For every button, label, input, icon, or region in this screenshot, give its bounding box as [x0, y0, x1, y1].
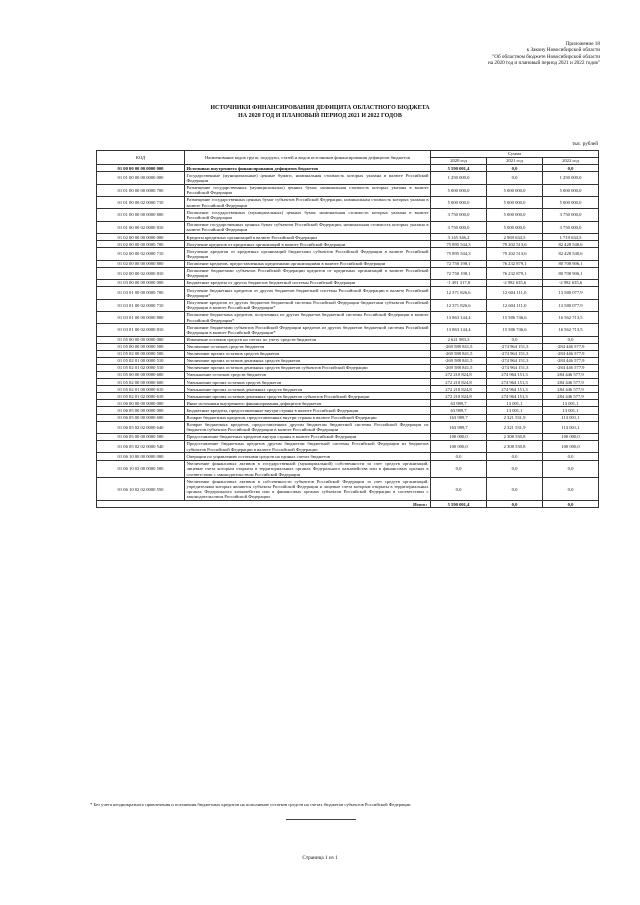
total-row — [97, 501, 599, 508]
row-code: 01 06 00 00 00 0000 000 — [97, 400, 185, 407]
row-value-2020: 13 863 144,4 — [431, 324, 487, 336]
page-number: Страница 1 из 1 — [302, 855, 338, 861]
table-row — [97, 336, 599, 343]
row-value-2020: 3 750 000,0 — [431, 221, 487, 233]
row-value-2020: -269 588 841,5 — [431, 364, 487, 371]
row-value-2020: 272 210 824,8 — [431, 393, 487, 400]
row-value-2020: 5 590 001,4 — [431, 165, 487, 172]
row-value-2020: 100 000,0 — [431, 441, 487, 453]
title-line-1: ИСТОЧНИКИ ФИНАНСИРОВАНИЯ ДЕФИЦИТА ОБЛАСТНОГО БЮДЖЕТА — [210, 105, 430, 111]
row-value-2022: 284 446 577,9 — [543, 393, 599, 400]
row-value-2020: 12 371 826,6 — [431, 299, 487, 311]
total-label: Итого: — [97, 501, 431, 508]
table-row — [97, 184, 599, 196]
row-value-2021: 76 232 879,1 — [487, 267, 543, 279]
table-row — [97, 287, 599, 299]
row-name: Увеличение прочих остатков средств бюджетов — [185, 350, 431, 357]
row-value-2022: -284 446 577,9 — [543, 364, 599, 371]
row-name: Кредиты кредитных организаций в валюте Российской Федерации — [185, 234, 431, 241]
row-value-2021: -2 982 635,6 — [487, 280, 543, 287]
row-value-2020: 163 989,7 — [431, 414, 487, 421]
row-value-2020: 63 989,7 — [431, 407, 487, 414]
row-value-2021: 12 604 111,0 — [487, 287, 543, 299]
row-value-2021: 2 308 530,8 — [487, 441, 543, 453]
row-value-2022: 100 000,0 — [543, 441, 599, 453]
row-value-2020: 75 895 544,3 — [431, 248, 487, 260]
row-code: 01 05 00 00 00 0000 000 — [97, 336, 185, 343]
row-name: Увеличение прочих остатков денежных средств бюджетов субъектов Российской Федерации — [185, 364, 431, 371]
table-row — [97, 393, 599, 400]
row-value-2022: 284 446 577,9 — [543, 379, 599, 386]
header-year-2020: 2020 год — [431, 158, 487, 165]
row-name: Уменьшение прочих остатков денежных средств бюджетов — [185, 386, 431, 393]
table-row — [97, 248, 599, 260]
row-value-2022: -284 446 577,9 — [543, 350, 599, 357]
row-value-2020: 0,0 — [431, 460, 487, 478]
row-value-2020: 2 621 983,3 — [431, 336, 487, 343]
table-row — [97, 414, 599, 421]
row-code: 01 03 01 00 00 0000 800 — [97, 311, 185, 323]
header-code: КОД — [97, 151, 185, 165]
table-row — [97, 386, 599, 393]
row-value-2021: 274 964 151,3 — [487, 372, 543, 379]
appendix-line: "Об областном бюджете Новосибирской области — [492, 53, 600, 60]
table-row — [97, 209, 599, 221]
row-value-2022: 16 562 713,5 — [543, 324, 599, 336]
table-row — [97, 433, 599, 440]
row-value-2020: 72 750 198,1 — [431, 260, 487, 267]
row-value-2022: 3 750 000,0 — [543, 221, 599, 233]
row-code: 01 06 10 02 00 0000 500 — [97, 460, 185, 478]
table-row — [97, 221, 599, 233]
row-value-2020: 63 989,7 — [431, 400, 487, 407]
row-value-2021: 0,0 — [487, 336, 543, 343]
table-row — [97, 478, 599, 501]
row-code: 01 03 01 00 02 0000 810 — [97, 324, 185, 336]
row-code: 01 05 02 00 00 0000 600 — [97, 379, 185, 386]
row-value-2021: 274 964 151,3 — [487, 386, 543, 393]
row-value-2020: 13 863 144,4 — [431, 311, 487, 323]
row-value-2022: 80 708 906,1 — [543, 267, 599, 279]
row-code: 01 03 00 00 00 0000 000 — [97, 280, 185, 287]
row-value-2022: 13 580 077,9 — [543, 299, 599, 311]
row-value-2020: 72 750 198,1 — [431, 267, 487, 279]
row-name: Получение кредитов от кредитных организаций в валюте Российской Федерации — [185, 241, 431, 248]
row-value-2020: 3 750 000,0 — [431, 209, 487, 221]
header-year-2022: 2022 год — [543, 158, 599, 165]
row-value-2022: 3 750 000,0 — [543, 209, 599, 221]
table-row — [97, 357, 599, 364]
table-body — [97, 165, 599, 501]
row-code: 01 02 00 00 00 0000 000 — [97, 234, 185, 241]
row-value-2020: 12 371 826,6 — [431, 287, 487, 299]
total-2022: 0,0 — [543, 501, 599, 508]
row-name: Бюджетные кредиты от других бюджетов бюджетной системы Российской Федерации — [185, 280, 431, 287]
row-value-2021: 79 202 513,6 — [487, 241, 543, 248]
row-value-2021: 274 964 151,3 — [487, 379, 543, 386]
row-value-2022: -2 982 635,6 — [543, 280, 599, 287]
row-value-2022: 0,0 — [543, 478, 599, 501]
appendix-line: Приложение 18 — [565, 41, 600, 47]
table-row — [97, 460, 599, 478]
row-code: 01 06 05 02 02 0000 540 — [97, 441, 185, 453]
row-name: Погашение бюджетами субъектов Российской Федерации кредитов от кредитных организаций в валюте Российской Федерации — [186, 268, 429, 279]
total-2020: 5 590 001,4 — [431, 501, 487, 508]
financing-sources-table — [96, 150, 599, 508]
table-row — [97, 241, 599, 248]
row-name: Получение кредитов от кредитных организаций бюджетами субъектов Российской Федерации в валюте Российской Федерации — [186, 248, 429, 259]
row-name: Получение бюджетных кредитов от других бюджетов бюджетной системы Российской Федерации в валюте Российской Федерации* — [186, 287, 429, 298]
row-value-2021: 274 964 151,3 — [487, 393, 543, 400]
row-value-2021: 5 000 000,0 — [487, 221, 543, 233]
row-code: 01 06 10 02 02 0000 550 — [97, 478, 185, 501]
row-name: Уменьшение прочих остатков денежных средств бюджетов субъектов Российской Федерации — [185, 393, 431, 400]
table-row — [97, 379, 599, 386]
table-row — [97, 260, 599, 267]
row-name: Бюджетные кредиты, предоставленные внутри страны в валюте Российской Федерации — [185, 407, 431, 414]
row-value-2021: 12 604 111,0 — [487, 299, 543, 311]
row-value-2020: 100 000,0 — [431, 433, 487, 440]
row-value-2020: -1 491 317,8 — [431, 280, 487, 287]
row-value-2021: -274 964 151,3 — [487, 357, 543, 364]
row-value-2021: 2 308 530,8 — [487, 433, 543, 440]
row-code: 01 06 05 00 00 0000 500 — [97, 433, 185, 440]
row-value-2020: -269 588 841,5 — [431, 357, 487, 364]
appendix-line: к Закону Новосибирской области — [526, 47, 600, 54]
row-code: 01 06 10 00 00 0000 000 — [97, 453, 185, 460]
row-value-2022: 1 719 634,5 — [543, 234, 599, 241]
table-row — [97, 196, 599, 208]
row-code: 01 02 00 00 02 0000 710 — [97, 248, 185, 260]
row-value-2022: 5 000 000,0 — [543, 184, 599, 196]
row-value-2021: 13 001,1 — [487, 407, 543, 414]
row-value-2021: 5 000 000,0 — [487, 209, 543, 221]
row-name: Погашение бюджетных кредитов, полученных из других бюджетов бюджетной системы Российской Федерации в валюте Российской Федерации* — [186, 312, 429, 323]
row-name: Иные источники внутреннего финансирования дефицитов бюджетов — [185, 400, 431, 407]
row-name: Изменение остатков средств на счетах по учету средств бюджетов — [185, 336, 431, 343]
table-row — [97, 364, 599, 371]
appendix-line: на 2020 год и плановый период 2021 и 2022 годов" — [487, 59, 600, 66]
row-value-2021: 76 232 879,1 — [487, 260, 543, 267]
row-value-2021: 79 202 513,6 — [487, 248, 543, 260]
row-value-2020: 3 145 346,2 — [431, 234, 487, 241]
row-code: 01 01 00 00 00 0000 000 — [97, 172, 185, 184]
table-row — [97, 165, 599, 172]
row-value-2020: 0,0 — [431, 478, 487, 501]
row-name: Получение кредитов от других бюджетов бюджетной системы Российской Федерации бюджетами субъектов Российской Федерации в валюте Российской Федерации* — [186, 299, 429, 311]
row-name: Предоставление бюджетных кредитов другим бюджетам бюджетной системы Российской Федерации из бюджетов субъектов Российской Федерации в валюте Российской Федерации — [186, 441, 429, 452]
row-value-2021: 15 586 746,6 — [487, 311, 543, 323]
row-value-2021: 0,0 — [487, 172, 543, 184]
row-code: 01 02 00 00 00 0000 800 — [97, 260, 185, 267]
table-row — [97, 280, 599, 287]
row-value-2020: 272 210 824,8 — [431, 372, 487, 379]
row-name: Предоставление бюджетных кредитов внутри страны в валюте Российской Федерации — [185, 433, 431, 440]
row-name: Погашение государственных ценных бумаг субъектов Российской Федерации, номинальная стоимость которых указана в валюте Российской Федерации — [186, 222, 429, 233]
row-value-2022: 5 000 000,0 — [543, 196, 599, 208]
row-value-2020: 75 895 544,3 — [431, 241, 487, 248]
row-code: 01 03 01 00 02 0000 710 — [97, 299, 185, 311]
row-code: 01 05 02 00 00 0000 500 — [97, 350, 185, 357]
row-value-2020: -269 588 841,5 — [431, 343, 487, 350]
row-value-2022: 0,0 — [543, 165, 599, 172]
table-row — [97, 421, 599, 433]
row-value-2022: 82 428 540,6 — [543, 248, 599, 260]
row-name: Погашение кредитов, предоставленных кредитными организациями в валюте Российской Федерации — [185, 260, 431, 267]
row-name: Возврат бюджетных кредитов, предоставленных другим бюджетам бюджетной системы Российской Федерации из бюджетов субъектов Российской Федерации в валюте Российской Федерации — [186, 422, 429, 433]
footnote: * Без учета неоднократного привлечения и погашения бюджетных кредитов на пополнение остатков средств на счетах бюджетов субъектов Российской Федерации — [90, 802, 411, 807]
row-name: Государственные (муниципальные) ценные бумаги, номинальная стоимость которых указана в валюте Российской Федерации — [186, 172, 429, 183]
header-year-2021: 2021 год — [487, 158, 543, 165]
row-value-2022: 113 001,1 — [543, 414, 599, 421]
row-value-2022: 16 562 713,5 — [543, 311, 599, 323]
row-value-2021: 2 321 531,9 — [487, 414, 543, 421]
row-value-2020: 163 989,7 — [431, 421, 487, 433]
row-value-2021: 0,0 — [487, 453, 543, 460]
row-code: 01 06 05 00 00 0000 600 — [97, 414, 185, 421]
row-code: 01 02 00 00 00 0000 700 — [97, 241, 185, 248]
row-value-2022: 284 446 577,9 — [543, 372, 599, 379]
row-value-2021: 15 586 746,6 — [487, 324, 543, 336]
row-name: Размещение государственных ценных бумаг субъектов Российской Федерации, номинальная стоимость которых указана в валюте Российской Федерации — [186, 197, 429, 208]
row-code: 01 03 01 00 00 0000 700 — [97, 287, 185, 299]
row-value-2022: 284 446 577,9 — [543, 386, 599, 393]
row-value-2021: -274 964 151,3 — [487, 350, 543, 357]
document-title — [0, 104, 640, 121]
row-name: Погашение бюджетами субъектов Российской Федерации кредитов из других бюджетов бюджетной системы Российской Федерации в валюте Российской Федерации* — [186, 324, 429, 335]
row-value-2022: -284 446 577,9 — [543, 343, 599, 350]
row-name: Уменьшение прочих остатков средств бюджетов — [185, 379, 431, 386]
table-row — [97, 267, 599, 279]
row-code: 01 05 02 01 02 0000 610 — [97, 393, 185, 400]
table-row — [97, 400, 599, 407]
row-value-2021: 0,0 — [487, 460, 543, 478]
row-value-2021: 13 001,1 — [487, 400, 543, 407]
row-value-2020: 0,0 — [431, 453, 487, 460]
row-value-2022: 82 428 540,6 — [543, 241, 599, 248]
row-code: 01 01 00 00 00 0000 700 — [97, 184, 185, 196]
row-code: 01 01 00 00 02 0000 710 — [97, 196, 185, 208]
row-value-2021: 2 321 531,9 — [487, 421, 543, 433]
row-value-2020: 5 000 000,0 — [431, 184, 487, 196]
row-value-2022: 0,0 — [543, 453, 599, 460]
row-code: 01 01 00 00 00 0000 800 — [97, 209, 185, 221]
row-value-2022: 0,0 — [543, 336, 599, 343]
row-value-2021: 0,0 — [487, 165, 543, 172]
units-label: тыс. рублей — [572, 141, 598, 147]
table-row — [97, 343, 599, 350]
row-value-2020: 1 250 000,0 — [431, 172, 487, 184]
row-value-2021: 0,0 — [487, 478, 543, 501]
row-value-2020: 5 000 000,0 — [431, 196, 487, 208]
table-row — [97, 453, 599, 460]
row-value-2020: -269 588 841,5 — [431, 350, 487, 357]
row-value-2020: 272 210 824,8 — [431, 386, 487, 393]
table-row — [97, 324, 599, 336]
row-value-2022: 0,0 — [543, 460, 599, 478]
table-row — [97, 311, 599, 323]
row-name: Источники внутреннего финансирования дефицитов бюджетов — [185, 165, 431, 172]
table-row — [97, 441, 599, 453]
row-value-2021: 5 000 000,0 — [487, 196, 543, 208]
row-name: Увеличение прочих остатков денежных средств бюджетов — [185, 357, 431, 364]
row-value-2021: 5 000 000,0 — [487, 184, 543, 196]
divider-line — [286, 819, 356, 820]
table-row — [97, 172, 599, 184]
header-name: Наименование кодов групп, подгрупп, статей и видов источников финансирования дефицитов бюджетов — [185, 151, 431, 165]
row-code: 01 02 00 00 02 0000 810 — [97, 267, 185, 279]
row-name: Уменьшение остатков средств бюджетов — [185, 372, 431, 379]
table-row — [97, 234, 599, 241]
row-value-2022: 100 000,0 — [543, 433, 599, 440]
row-code: 01 00 00 00 00 0000 000 — [97, 165, 185, 172]
row-code: 01 05 02 01 00 0000 610 — [97, 386, 185, 393]
table-row — [97, 299, 599, 311]
appendix-header — [410, 41, 600, 66]
row-name: Увеличение финансовых активов в собственности субъектов Российской Федерации за счет средств организаций, учредителями которых являются субъекты Российской Федерации и лицевые счета которым открыты в территориальных органах Федерального казначейства или в финансовых органах субъектов Российской Федерации в соответствии с законодательством Российской Федерации — [186, 478, 429, 500]
table-row — [97, 372, 599, 379]
row-name: Размещение государственных (муниципальных) ценных бумаг, номинальная стоимость которых указана в валюте Российской Федерации — [186, 185, 429, 196]
row-value-2022: 1 250 000,0 — [543, 172, 599, 184]
row-name: Увеличение остатков средств бюджетов — [185, 343, 431, 350]
row-value-2022: 113 001,1 — [543, 421, 599, 433]
row-value-2022: 13 001,1 — [543, 407, 599, 414]
title-line-2: НА 2020 ГОД И ПЛАНОВЫЙ ПЕРИОД 2021 И 2022 ГОДОВ — [238, 113, 402, 120]
row-value-2021: 2 969 634,5 — [487, 234, 543, 241]
row-code: 01 01 00 00 02 0000 810 — [97, 221, 185, 233]
row-name: Операции по управлению остатками средств на единых счетах бюджетов — [185, 453, 431, 460]
row-code: 01 05 00 00 00 0000 500 — [97, 343, 185, 350]
row-name: Увеличение финансовых активов в государственной (муниципальной) собственности за счет средств организаций, лицевые счета которым открыты в территориальных органах Федерального казначейства или в финансовых органах в соответствии с законодательством Российской Федерации — [186, 460, 429, 477]
row-name: Погашение государственных (муниципальных) ценных бумаг, номинальная стоимость которых указана в валюте Российской Федерации — [186, 209, 429, 221]
row-value-2021: -274 964 151,3 — [487, 364, 543, 371]
row-value-2022: 13 580 077,9 — [543, 287, 599, 299]
total-2021: 0,0 — [487, 501, 543, 508]
row-code: 01 05 00 00 00 0000 600 — [97, 372, 185, 379]
row-code: 01 05 02 01 02 0000 510 — [97, 364, 185, 371]
row-code: 01 06 05 00 00 0000 000 — [97, 407, 185, 414]
row-value-2022: -284 446 577,9 — [543, 357, 599, 364]
table-row — [97, 350, 599, 357]
row-value-2020: 272 210 824,8 — [431, 379, 487, 386]
row-code: 01 05 02 01 00 0000 510 — [97, 357, 185, 364]
row-name: Возврат бюджетных кредитов, предоставленных внутри страны в валюте Российской Федерации — [185, 414, 431, 421]
row-code: 01 06 05 02 02 0000 640 — [97, 421, 185, 433]
header-sum: Сумма — [431, 151, 599, 158]
row-value-2022: 80 708 906,1 — [543, 260, 599, 267]
row-value-2021: -274 964 151,3 — [487, 343, 543, 350]
table-row — [97, 407, 599, 414]
row-value-2022: 13 001,1 — [543, 400, 599, 407]
